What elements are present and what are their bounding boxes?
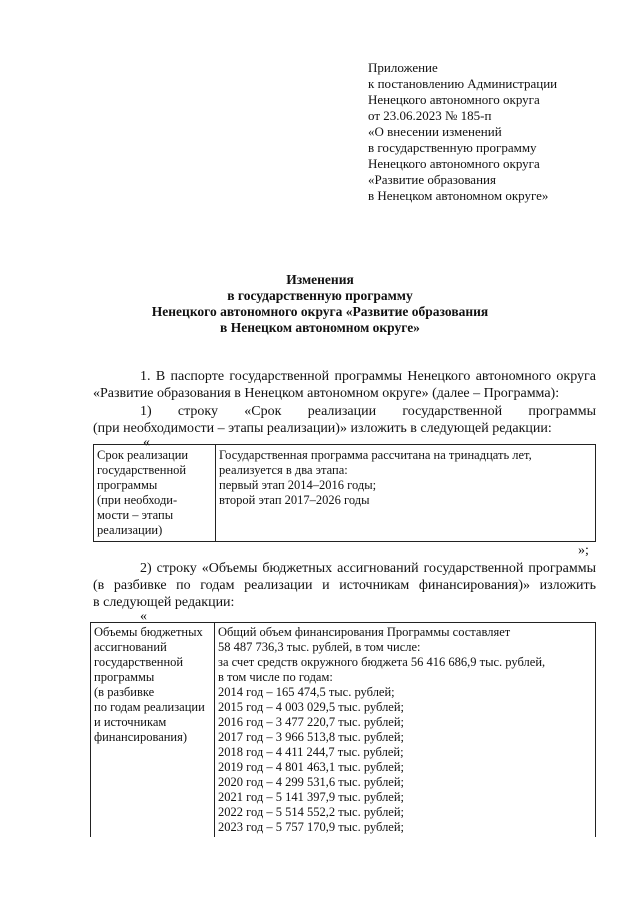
term-label-cell bbox=[94, 445, 216, 542]
cell-line: 2022 год – 5 514 552,2 тыс. рублей; bbox=[218, 805, 405, 819]
appendix-block bbox=[368, 60, 628, 204]
cell-line: государственной bbox=[97, 463, 187, 477]
appendix-line: в государственную программу bbox=[368, 140, 537, 155]
cell-line: реализуется в два этапа: bbox=[219, 463, 348, 477]
cell-line: 2018 год – 4 411 244,7 тыс. рублей; bbox=[218, 745, 404, 759]
title-line: в государственную программу bbox=[227, 288, 413, 303]
appendix-line: Ненецкого автономного округа bbox=[368, 92, 540, 107]
appendix-line: Ненецкого автономного округа bbox=[368, 156, 540, 171]
close-quote: »; bbox=[578, 543, 589, 558]
appendix-line: от 23.06.2023 № 185-п bbox=[368, 108, 492, 123]
funding-label-cell bbox=[91, 623, 215, 838]
title-line: в Ненецком автономном округе» bbox=[220, 320, 420, 335]
cell-line: Срок реализации bbox=[97, 448, 189, 462]
cell-line: реализации) bbox=[97, 523, 163, 537]
cell-line: (в разбивке bbox=[94, 685, 155, 699]
item2-line3: в следующей редакции: bbox=[93, 595, 235, 610]
title-line: Изменения bbox=[286, 272, 354, 287]
cell-line: 2023 год – 5 757 170,9 тыс. рублей; bbox=[218, 820, 405, 834]
cell-line: 2015 год – 4 003 029,5 тыс. рублей; bbox=[218, 700, 405, 714]
cell-line: в том числе по годам: bbox=[218, 670, 333, 684]
open-quote-1: « bbox=[143, 435, 150, 450]
open-quote-2: « bbox=[140, 609, 147, 624]
funding-value-cell bbox=[215, 623, 596, 838]
cell-line: первый этап 2014–2016 годы; bbox=[219, 478, 377, 492]
document-title bbox=[60, 272, 580, 336]
item1-line2: «Развитие образования в Ненецком автономном округе» (далее – Программа): bbox=[93, 386, 560, 401]
cell-line: Общий объем финансирования Программы составляет bbox=[218, 625, 511, 639]
cell-line: второй этап 2017–2026 годы bbox=[219, 493, 370, 507]
cell-line: мости – этапы bbox=[97, 508, 174, 522]
appendix-line: к постановлению Администрации bbox=[368, 76, 558, 91]
cell-line: 2019 год – 4 801 463,1 тыс. рублей; bbox=[218, 760, 405, 774]
appendix-line: Приложение bbox=[368, 60, 438, 75]
cell-line: 58 487 736,3 тыс. рублей, в том числе: bbox=[218, 640, 421, 654]
cell-line: программы bbox=[97, 478, 158, 492]
item1-sub1-line2: (при необходимости – этапы реализации)» изложить в следующей редакции: bbox=[93, 421, 552, 436]
cell-line: 2020 год – 4 299 531,6 тыс. рублей; bbox=[218, 775, 405, 789]
cell-line: Государственная программа рассчитана на тринадцать лет, bbox=[219, 448, 532, 462]
cell-line: по годам реализации bbox=[94, 700, 205, 714]
funding-table bbox=[90, 622, 596, 837]
cell-line: 2021 год – 5 141 397,9 тыс. рублей; bbox=[218, 790, 405, 804]
cell-line: и источникам bbox=[94, 715, 167, 729]
appendix-line: «Развитие образования bbox=[368, 172, 496, 187]
cell-line: за счет средств окружного бюджета 56 416 686,9 тыс. рублей, bbox=[218, 655, 546, 669]
item2-line2: (в разбивке по годам реализации и источникам финансирования)» изложить bbox=[93, 578, 596, 593]
item1-line1: 1. В паспорте государственной программы Ненецкого автономного округа bbox=[140, 369, 596, 384]
appendix-line: в Ненецком автономном округе» bbox=[368, 188, 549, 203]
cell-line: Объемы бюджетных bbox=[94, 625, 203, 639]
cell-line: ассигнований bbox=[94, 640, 167, 654]
cell-line: государственной bbox=[94, 655, 184, 669]
appendix-line: «О внесении изменений bbox=[368, 124, 502, 139]
cell-line: 2014 год – 165 474,5 тыс. рублей; bbox=[218, 685, 395, 699]
cell-line: (при необходи- bbox=[97, 493, 178, 507]
title-line: Ненецкого автономного округа «Развитие образования bbox=[151, 304, 489, 319]
cell-line: 2016 год – 3 477 220,7 тыс. рублей; bbox=[218, 715, 405, 729]
item2-line1: 2) строку «Объемы бюджетных ассигнований государственной программы bbox=[140, 561, 596, 576]
cell-line: программы bbox=[94, 670, 155, 684]
term-value-cell bbox=[216, 445, 596, 542]
item1-sub1-line1: 1) строку «Срок реализации государственной программы bbox=[140, 404, 596, 419]
cell-line: 2017 год – 3 966 513,8 тыс. рублей; bbox=[218, 730, 405, 744]
cell-line: финансирования) bbox=[94, 730, 188, 744]
term-table bbox=[93, 444, 596, 542]
